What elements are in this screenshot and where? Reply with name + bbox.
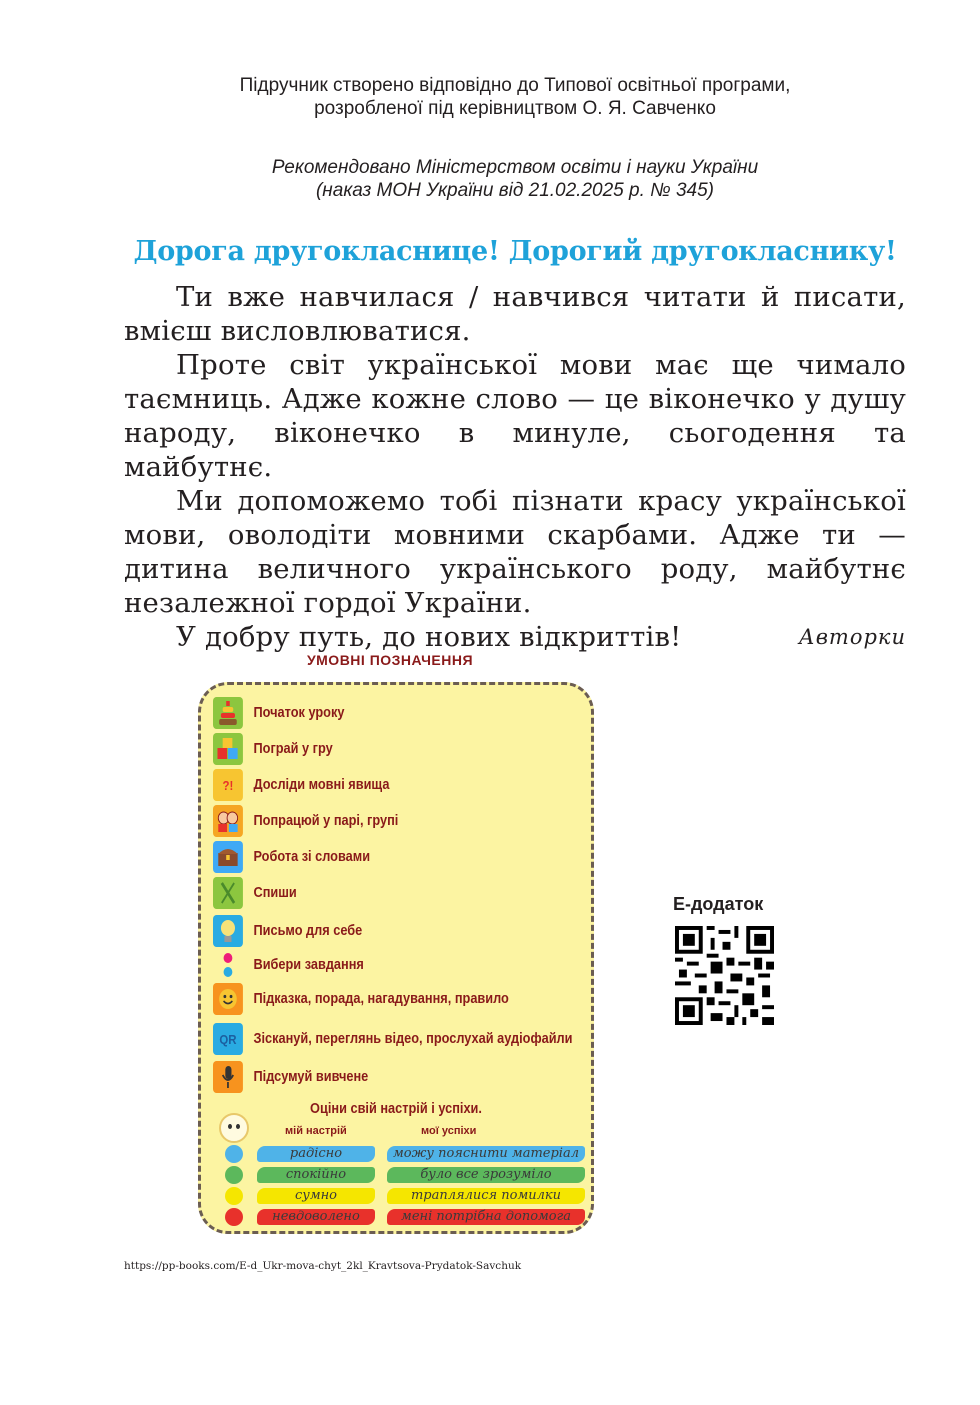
success-column-header: мої успіхи xyxy=(421,1125,477,1137)
paragraph-3: Ми допоможемо тобі пізнати красу української мови, оволодіти мовними скарбами. Адже ти — дитина величного українського роду, майбутнє незалежної гордої України. xyxy=(124,485,906,619)
recommendation-line-2: (наказ МОН України від 21.02.2025 р. № 345) xyxy=(315,180,715,201)
mood-label: спокійно xyxy=(257,1167,375,1183)
pyramid-toy-icon xyxy=(213,697,243,729)
legend-item xyxy=(213,1023,573,1055)
legend-item xyxy=(213,697,344,729)
chest-icon xyxy=(213,841,243,873)
program-line-1: Підручник створено відповідно до Типової освітньої програми, xyxy=(239,75,791,96)
legend-label: Письмо для себе xyxy=(253,923,363,939)
e-supplement-label: Е-додаток xyxy=(673,894,764,914)
success-label: було все зрозуміло xyxy=(387,1167,585,1183)
mood-column-header: мій настрій xyxy=(285,1125,347,1137)
legend-item xyxy=(213,949,364,981)
legend-label: Робота зі словами xyxy=(253,849,371,865)
paragraph-1: Ти вже навчилася / навчився читати й писати, вмієш висловлюватися. xyxy=(124,281,906,347)
legend-label: Підсумуй вивчене xyxy=(253,1069,369,1085)
legend-label: Зіскануй, переглянь відео, прослухай аудіофайли xyxy=(253,1031,573,1047)
mood-title: Оціни свій настрій і успіхи. xyxy=(310,1101,482,1117)
success-label: траплялися помилки xyxy=(387,1188,585,1204)
mood-dot xyxy=(225,1145,243,1163)
legend-label: Підказка, порада, нагадування, правило xyxy=(253,991,509,1007)
legend-panel xyxy=(198,682,594,1234)
choice-dots-icon xyxy=(213,949,243,981)
mood-row xyxy=(201,1208,591,1226)
supplement-url[interactable]: https://pp-books.com/E-d_Ukr-mova-chyt_2kl_Kravtsova-Prydatok-Savchuk xyxy=(124,1260,522,1272)
ladybug-face-icon xyxy=(219,1113,249,1143)
mood-row xyxy=(201,1187,591,1205)
program-line-2: розробленої під керівництвом О. Я. Савченко xyxy=(314,98,716,119)
mood-row xyxy=(201,1166,591,1184)
header xyxy=(140,74,890,202)
success-label: мені потрібна допомога xyxy=(387,1209,585,1225)
mood-dot xyxy=(225,1187,243,1205)
mood-label: невдоволено xyxy=(257,1209,375,1225)
blocks-icon xyxy=(213,733,243,765)
pencil-icon xyxy=(213,877,243,909)
legend-item xyxy=(213,1061,368,1093)
children-icon xyxy=(213,805,243,837)
legend-label: Попрацюй у парі, групі xyxy=(253,813,399,829)
legend-title: УМОВНІ ПОЗНАЧЕННЯ xyxy=(306,652,474,668)
signature: Авторки xyxy=(798,625,906,649)
qr-icon: QR xyxy=(213,1023,243,1055)
paragraph-4: У добру путь, до нових відкриттів! xyxy=(176,621,682,653)
mood-row xyxy=(201,1145,591,1163)
qr-code-icon[interactable] xyxy=(675,926,774,1025)
mood-dot xyxy=(225,1208,243,1226)
legend-label: Спиши xyxy=(253,885,297,901)
mood-dot xyxy=(225,1166,243,1184)
smiley-icon xyxy=(213,983,243,1015)
legend-label: Вибери завдання xyxy=(253,957,364,973)
legend-label: Досліди мовні явища xyxy=(253,777,390,793)
paragraph-2: Проте світ української мови має ще чимало таємниць. Адже кожне слово — це віконечко у душу народу, віконечко в минуле, сьогодення та майбутнє. xyxy=(124,349,906,483)
legend-item xyxy=(213,733,333,765)
legend-label: Пограй у гру xyxy=(253,741,333,757)
lightbulb-icon xyxy=(213,915,243,947)
legend-item xyxy=(213,841,370,873)
legend-item xyxy=(213,805,398,837)
mood-label: сумно xyxy=(257,1188,375,1204)
microphone-icon xyxy=(213,1061,243,1093)
success-label: можу пояснити матеріал xyxy=(387,1146,585,1162)
question-exclamation-icon: ?! xyxy=(213,769,243,801)
mood-label: радісно xyxy=(257,1146,375,1162)
intro-text xyxy=(124,280,906,654)
recommendation-line-1: Рекомендовано Міністерством освіти і науки України xyxy=(271,157,759,178)
legend-label: Початок уроку xyxy=(253,705,345,721)
legend-item xyxy=(213,915,362,947)
legend-item xyxy=(213,983,509,1015)
legend-item xyxy=(213,877,297,909)
legend-item xyxy=(213,769,389,801)
greeting-heading: Дорога другокласнице! Дорогий другокласнику! xyxy=(133,236,897,267)
